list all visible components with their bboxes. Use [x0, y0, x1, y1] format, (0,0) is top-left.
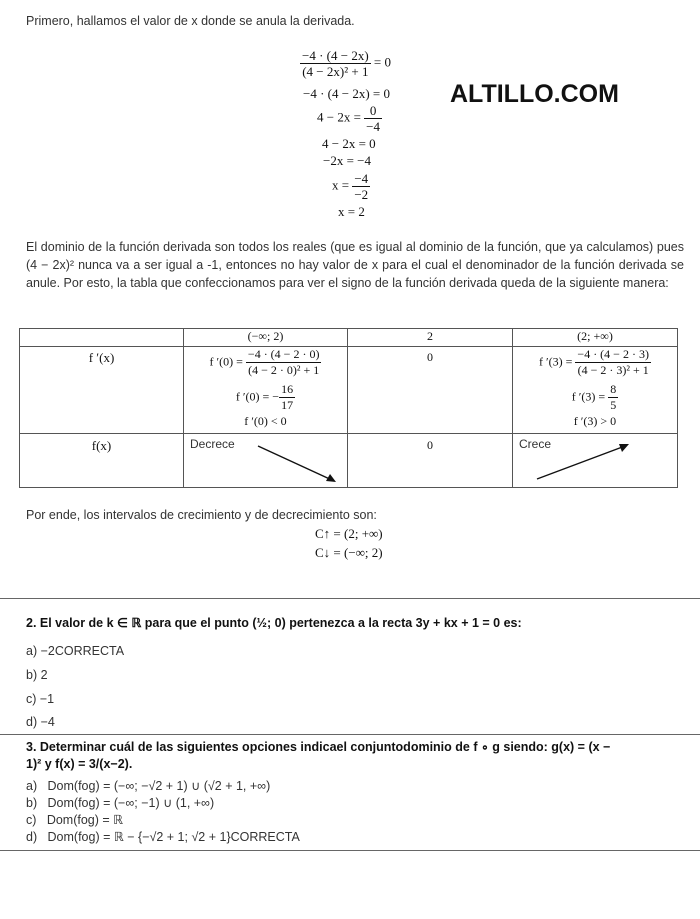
- cell-derivative-left: [184, 347, 348, 434]
- arrow-down-icon: [184, 434, 348, 488]
- eval-f-prime-3-simplified: f ′(3) = $\frac{8}{5}$: [571, 382, 617, 413]
- derivation-step-2: −4 · (4 − 2x) = 0: [303, 86, 390, 101]
- question-3-option-d: d) Dom(fog) = ℝ − {−√2 + 1; √2 + 1}CORRECTA: [26, 830, 300, 844]
- question-2-option-b: b) 2: [26, 668, 48, 682]
- question-3-title-line2: 1)² y f(x) = 3/(x−2).: [26, 757, 133, 771]
- crece-label: Crece: [519, 436, 552, 451]
- question-3-option-a: a) Dom(fog) = (−∞; −√2 + 1) ∪ (√2 + 1, +∞): [26, 779, 271, 793]
- decreasing-interval: C↓ = (−∞; 2): [315, 545, 383, 560]
- question-2-option-c: c) −1: [26, 692, 55, 706]
- cell-function-right: [513, 433, 678, 487]
- sign-f-prime-3: f ′(3) > 0: [573, 414, 617, 429]
- cell-function-left: [184, 433, 348, 487]
- decrece-label: Decrece: [190, 436, 235, 451]
- question-2-option-d: d) −4: [26, 715, 55, 729]
- sign-f-prime-0: f ′(0) < 0: [244, 414, 287, 429]
- fraction: $\frac{8}{5}$: [610, 382, 617, 413]
- intro-text: Primero, hallamos el valor de x donde se anula la derivada.: [26, 14, 355, 28]
- eval-f-prime-0-simplified: f ′(0) = − $\frac{16}{17}$: [235, 382, 294, 413]
- question-3-title-line1: 3. Determinar cuál de las siguientes opciones indicael conjuntodominio de f ∘ g siendo: g(x) = (x −: [26, 740, 611, 754]
- header-interval-left: (−∞; 2): [184, 329, 348, 347]
- derivation-step-3: 4 − 2x = $\frac{0}{-4}$: [317, 103, 381, 134]
- increasing-interval: C↑ = (2; +∞): [315, 526, 383, 541]
- derivation-step-4: 4 − 2x = 0: [322, 136, 376, 151]
- fraction: $\frac{-4 \cdot (4 - 2 \cdot 0)}{\text{(4 − 2 · 0)² + 1}}$: [247, 347, 320, 378]
- fraction: $\frac{0}{-4}$: [366, 103, 381, 134]
- arrow-up-icon: [513, 434, 678, 488]
- question-3-option-c: c) Dom(fog) = ℝ: [26, 813, 124, 827]
- divider: [0, 734, 700, 735]
- derivation-step-6: x = $\frac{-4}{-2}$: [332, 171, 369, 202]
- derivation-step-1: $\frac{-4 \cdot (4 - 2x)}{\text{(4 − 2x)² + 1}}$ = 0: [302, 48, 391, 79]
- conclusion-text: Por ende, los intervalos de crecimiento y de decrecimiento son:: [26, 508, 377, 522]
- derivation-step-7: x = 2: [338, 204, 365, 219]
- cell-derivative-mid: 0: [348, 347, 513, 434]
- eval-f-prime-3: f ′(3) = $\frac{-4 \cdot (4 - 2 \cdot 3)}{\text{(4 − 2 · 3)² + 1}}$: [539, 347, 649, 378]
- divider: [0, 598, 700, 599]
- derivation-step-5: −2x = −4: [323, 153, 371, 168]
- fraction: $\frac{-4 \cdot (4 - 2 \cdot 3)}{\text{(4 − 2 · 3)² + 1}}$: [577, 347, 649, 378]
- row-label-derivative: f ′(x): [20, 347, 184, 434]
- question-2-option-a: a) −2CORRECTA: [26, 644, 125, 658]
- table-corner: [20, 329, 184, 347]
- question-3-option-b: b) Dom(fog) = (−∞; −1) ∪ (1, +∞): [26, 796, 215, 810]
- divider: [0, 850, 700, 851]
- fraction: $\frac{16}{17}$: [281, 382, 294, 413]
- row-label-function: f(x): [20, 433, 184, 487]
- sign-table: [19, 328, 678, 488]
- header-point: 2: [348, 329, 513, 347]
- altillo-logo: ALTILLO.COM: [450, 80, 619, 108]
- fraction: $\frac{-4}{-2}$: [354, 171, 369, 202]
- cell-function-mid: 0: [348, 433, 513, 487]
- question-2-title: 2. El valor de k ∈ ℝ para que el punto (½; 0) pertenezca a la recta 3y + kx + 1 = 0 es:: [26, 616, 522, 630]
- eval-f-prime-0: f ′(0) = $\frac{-4 \cdot (4 - 2 \cdot 0)}{\text{(4 − 2 · 0)² + 1}}$: [209, 347, 320, 378]
- fraction: $\frac{-4 \cdot (4 - 2x)}{\text{(4 − 2x)² + 1}}$: [302, 48, 369, 79]
- cell-derivative-right: [513, 347, 678, 434]
- domain-paragraph: El dominio de la función derivada son todos los reales (que es igual al dominio de la función, que ya calculamos) pues (4 − 2x)² nunca va a ser igual a -1, entonces no hay valor de x para el cual el denominador de la función derivada se anule. Por esto, la tabla que confeccionamos para ver el signo de la función derivada queda de la siguiente manera:: [26, 240, 684, 290]
- header-interval-right: (2; +∞): [513, 329, 678, 347]
